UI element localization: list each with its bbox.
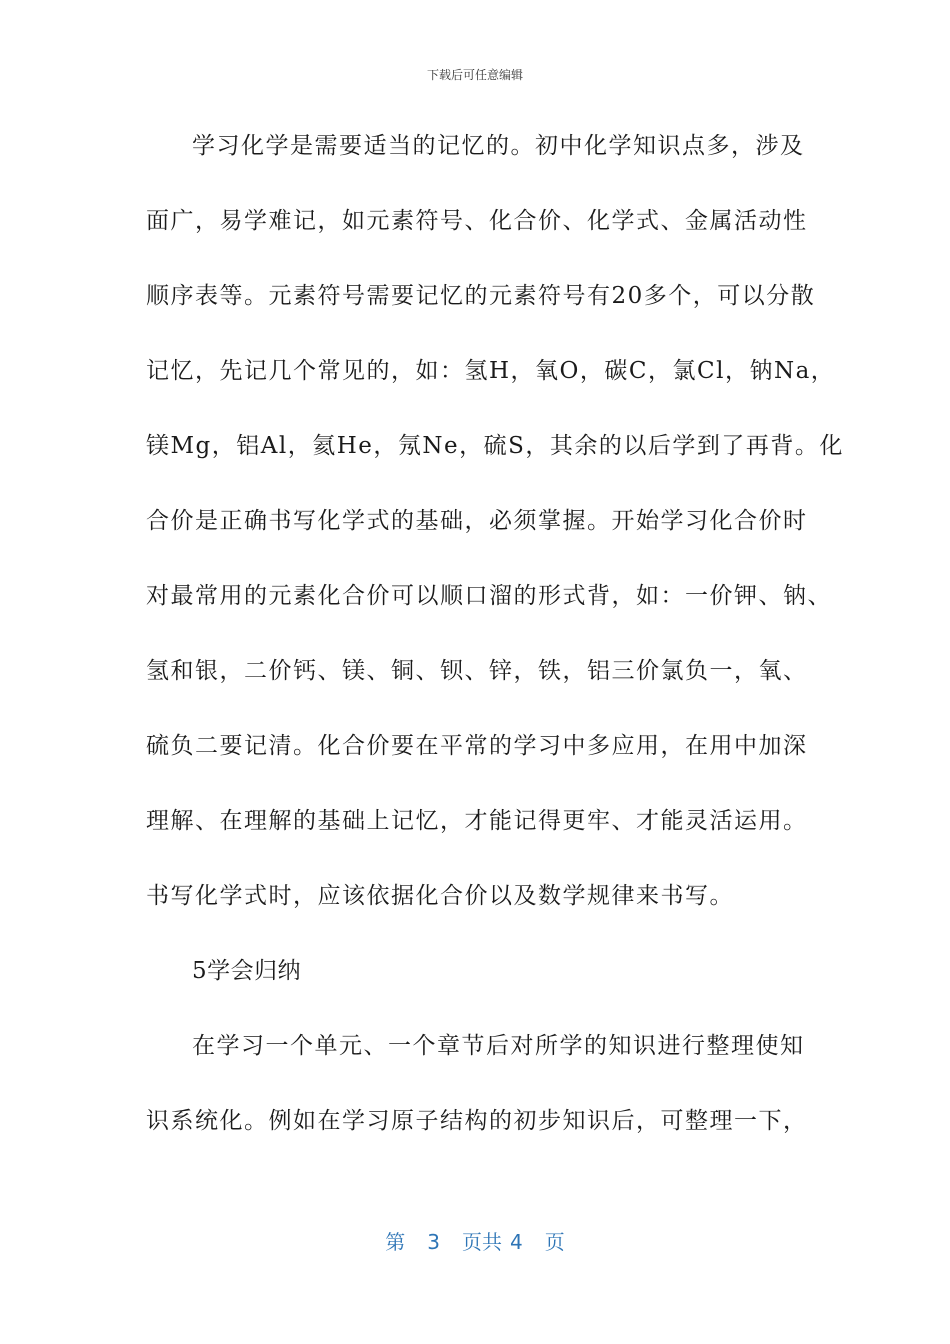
footer-total-pages: 4 — [510, 1230, 523, 1254]
footer-middle: 页共 — [462, 1230, 502, 1254]
header-note: 下载后可任意编辑 — [426, 68, 523, 82]
paragraph-line: 顺序表等。元素符号需要记忆的元素符号有20多个，可以分散 — [146, 283, 816, 309]
paragraph-line: 合价是正确书写化学式的基础，必须掌握。开始学习化合价时 — [146, 508, 808, 534]
paragraph-line: 记忆，先记几个常见的，如：氢H，氧O，碳C，氯Cl，钠Na， — [146, 358, 836, 384]
paragraph-line: 镁Mg，铝Al，氦He，氖Ne，硫S，其余的以后学到了再背。化 — [146, 433, 844, 459]
paragraph-line: 对最常用的元素化合价可以顺口溜的形式背，如：一价钾、钠、 — [146, 583, 832, 609]
footer-suffix: 页 — [544, 1230, 565, 1254]
paragraph-line: 面广，易学难记，如元素符号、化合价、化学式、金属活动性 — [146, 208, 808, 234]
paragraph-line: 学习化学是需要适当的记忆的。初中化学知识点多，涉及 — [192, 133, 805, 159]
paragraph-line: 书写化学式时，应该依据化合价以及数学规律来书写。 — [146, 883, 734, 909]
paragraph-line: 在学习一个单元、一个章节后对所学的知识进行整理使知 — [192, 1033, 805, 1059]
paragraph-line: 理解、在理解的基础上记忆，才能记得更牢、才能灵活运用。 — [146, 808, 808, 834]
footer-prefix: 第 — [385, 1230, 406, 1254]
page-footer — [0, 1226, 950, 1255]
document-body — [146, 118, 844, 1168]
paragraph-line: 识系统化。例如在学习原子结构的初步知识后，可整理一下， — [146, 1108, 808, 1134]
footer-page-number: 3 — [427, 1230, 440, 1254]
section-heading: 5学会归纳 — [192, 958, 302, 984]
paragraph-line: 硫负二要记清。化合价要在平常的学习中多应用，在用中加深 — [146, 733, 808, 759]
paragraph-line: 氢和银，二价钙、镁、铜、钡、锌，铁，铝三价氯负一，氧、 — [146, 658, 808, 684]
